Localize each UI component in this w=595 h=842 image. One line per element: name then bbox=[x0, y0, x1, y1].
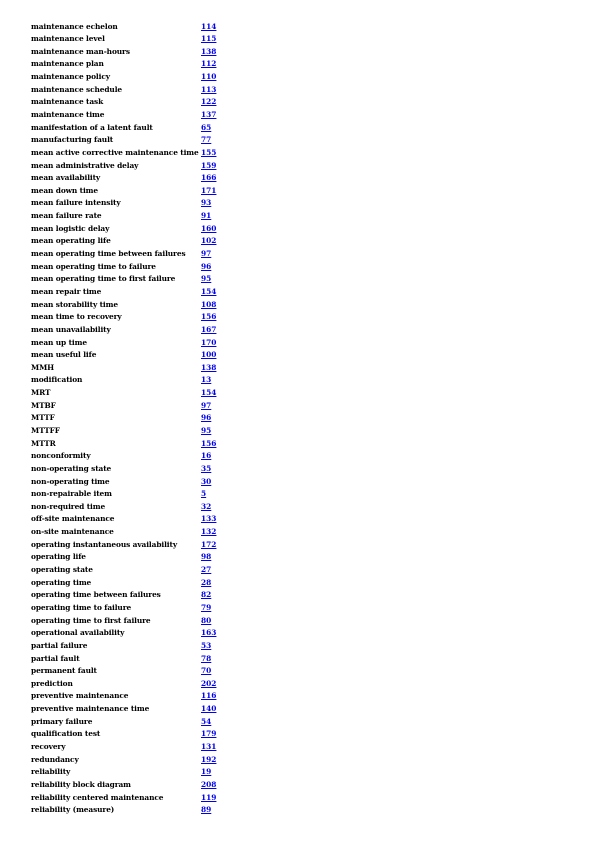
index-term: reliability block diagram bbox=[31, 779, 131, 789]
index-entry bbox=[31, 577, 231, 590]
index-term: maintenance man-hours bbox=[31, 46, 130, 56]
index-entry bbox=[31, 589, 231, 602]
index-term: MTTR bbox=[31, 438, 56, 448]
index-entry bbox=[31, 134, 231, 147]
page-number-link[interactable]: 16 bbox=[201, 451, 212, 461]
index-entry bbox=[31, 235, 231, 248]
page-number-link[interactable]: 5 bbox=[201, 489, 207, 499]
index-entry bbox=[31, 122, 231, 135]
index-term: non-operating state bbox=[31, 463, 112, 473]
index-entry bbox=[31, 71, 231, 84]
page-number-link[interactable]: 53 bbox=[201, 640, 212, 650]
page-number-link[interactable]: 192 bbox=[201, 754, 217, 764]
index-term: mean failure rate bbox=[31, 211, 102, 221]
page-number-link[interactable]: 95 bbox=[201, 274, 212, 284]
index-term: mean time to recovery bbox=[31, 312, 122, 322]
index-entry bbox=[31, 147, 231, 160]
page-number-link[interactable]: 140 bbox=[201, 704, 217, 714]
index-entry bbox=[31, 615, 231, 628]
page-number-link[interactable]: 13 bbox=[201, 375, 212, 385]
index-entry bbox=[31, 185, 231, 198]
page-number-link[interactable]: 133 bbox=[201, 514, 217, 524]
page-number-link[interactable]: 91 bbox=[201, 211, 212, 221]
index-term: preventive maintenance bbox=[31, 691, 129, 701]
index-entry bbox=[31, 109, 231, 122]
page-number-link[interactable]: 172 bbox=[201, 539, 217, 549]
index-entry bbox=[31, 273, 231, 286]
index-entry bbox=[31, 96, 231, 109]
index-entry bbox=[31, 716, 231, 729]
page-number-link[interactable]: 102 bbox=[201, 236, 217, 246]
page-number-link[interactable]: 82 bbox=[201, 590, 212, 600]
index-term: mean operating life bbox=[31, 236, 111, 246]
index-entry bbox=[31, 311, 231, 324]
page-number-link[interactable]: 89 bbox=[201, 805, 212, 815]
index-entry bbox=[31, 172, 231, 185]
index-term: primary failure bbox=[31, 716, 93, 726]
index-entry bbox=[31, 248, 231, 261]
index-term: manifestation of a latent fault bbox=[31, 122, 153, 132]
index-term: mean unavailability bbox=[31, 324, 111, 334]
page-number-link[interactable]: 137 bbox=[201, 109, 217, 119]
index-entry bbox=[31, 84, 231, 97]
index-term: operating time to first failure bbox=[31, 615, 151, 625]
index-entry bbox=[31, 690, 231, 703]
index-entry bbox=[31, 261, 231, 274]
index-term: preventive maintenance time bbox=[31, 704, 150, 714]
index-term: mean repair time bbox=[31, 286, 102, 296]
index-list bbox=[31, 21, 231, 817]
index-entry bbox=[31, 754, 231, 767]
index-entry bbox=[31, 21, 231, 34]
index-term: nonconformity bbox=[31, 451, 91, 461]
index-term: MMH bbox=[31, 362, 55, 372]
page-number-link[interactable]: 110 bbox=[201, 72, 217, 82]
index-entry bbox=[31, 197, 231, 210]
index-term: on-site maintenance bbox=[31, 527, 114, 537]
index-term: non-required time bbox=[31, 501, 106, 511]
index-entry bbox=[31, 299, 231, 312]
page-number-link[interactable]: 122 bbox=[201, 97, 217, 107]
index-entry bbox=[31, 387, 231, 400]
page-number-link[interactable]: 179 bbox=[201, 729, 217, 739]
index-entry bbox=[31, 513, 231, 526]
index-term: MTTFF bbox=[31, 426, 60, 435]
index-entry bbox=[31, 539, 231, 552]
index-term: maintenance level bbox=[31, 34, 105, 44]
index-entry bbox=[31, 438, 231, 451]
page-number-link[interactable]: 95 bbox=[201, 426, 212, 435]
index-entry bbox=[31, 564, 231, 577]
page-number-link[interactable]: 119 bbox=[201, 792, 217, 802]
index-term: reliability bbox=[31, 767, 71, 777]
page-number-link[interactable]: 77 bbox=[201, 135, 212, 145]
index-entry bbox=[31, 412, 231, 425]
index-entry bbox=[31, 46, 231, 59]
index-entry bbox=[31, 488, 231, 501]
index-term: operating life bbox=[31, 552, 86, 562]
page-number-link[interactable]: 108 bbox=[201, 299, 217, 309]
index-term: mean operating time to first failure bbox=[31, 274, 176, 284]
index-term: mean up time bbox=[31, 337, 87, 347]
index-entry bbox=[31, 286, 231, 299]
index-term: mean logistic delay bbox=[31, 223, 110, 233]
page-number-link[interactable]: 19 bbox=[201, 767, 212, 777]
index-term: mean operating time to failure bbox=[31, 261, 156, 271]
page-number-link[interactable]: 202 bbox=[201, 678, 217, 688]
index-entry bbox=[31, 362, 231, 375]
page-number-link[interactable]: 115 bbox=[201, 34, 217, 44]
page-number-link[interactable]: 114 bbox=[201, 21, 217, 31]
page-number-link[interactable]: 100 bbox=[201, 350, 217, 360]
index-term: qualification test bbox=[31, 729, 101, 739]
page-number-link[interactable]: 113 bbox=[201, 84, 217, 94]
page-number-link[interactable]: 160 bbox=[201, 223, 217, 233]
index-term: maintenance time bbox=[31, 109, 105, 119]
page-number-link[interactable]: 80 bbox=[201, 615, 212, 625]
index-entry bbox=[31, 779, 231, 792]
index-term: mean availability bbox=[31, 173, 101, 183]
index-entry bbox=[31, 210, 231, 223]
index-term: MTBF bbox=[31, 400, 56, 410]
index-term: partial failure bbox=[31, 640, 88, 650]
page-number-link[interactable]: 30 bbox=[201, 476, 212, 486]
page-number-link[interactable]: 159 bbox=[201, 160, 217, 170]
page-number-link[interactable]: 154 bbox=[201, 286, 217, 296]
page-number-link[interactable]: 70 bbox=[201, 666, 212, 676]
page-number-link[interactable]: 27 bbox=[201, 565, 212, 575]
index-entry bbox=[31, 703, 231, 716]
index-term: maintenance echelon bbox=[31, 21, 118, 31]
index-term: reliability centered maintenance bbox=[31, 792, 164, 802]
index-entry bbox=[31, 400, 231, 413]
index-entry bbox=[31, 463, 231, 476]
index-term: redundancy bbox=[31, 754, 79, 764]
index-entry bbox=[31, 526, 231, 539]
page-number-link[interactable]: 156 bbox=[201, 438, 217, 448]
index-entry bbox=[31, 476, 231, 489]
index-entry bbox=[31, 627, 231, 640]
page-number-link[interactable]: 65 bbox=[201, 122, 212, 132]
index-term: recovery bbox=[31, 742, 66, 752]
index-term: maintenance task bbox=[31, 97, 104, 107]
index-term: modification bbox=[31, 375, 83, 385]
index-entry bbox=[31, 678, 231, 691]
index-entry bbox=[31, 653, 231, 666]
index-term: mean useful life bbox=[31, 350, 97, 360]
index-term: mean down time bbox=[31, 185, 99, 195]
page-number-link[interactable]: 166 bbox=[201, 173, 217, 183]
index-term: prediction bbox=[31, 678, 73, 688]
index-entry bbox=[31, 551, 231, 564]
index-entry bbox=[31, 450, 231, 463]
page-number-link[interactable]: 98 bbox=[201, 552, 212, 562]
page-number-link[interactable]: 93 bbox=[201, 198, 212, 208]
index-term: reliability (measure) bbox=[31, 805, 115, 815]
index-term: mean storability time bbox=[31, 299, 118, 309]
index-entry bbox=[31, 602, 231, 615]
page-number-link[interactable]: 79 bbox=[201, 602, 212, 612]
index-term: maintenance schedule bbox=[31, 84, 123, 94]
index-term: operating state bbox=[31, 565, 93, 575]
page-number-link[interactable]: 131 bbox=[201, 742, 217, 752]
index-term: maintenance policy bbox=[31, 72, 110, 82]
page-number-link[interactable]: 96 bbox=[201, 413, 212, 423]
index-entry bbox=[31, 374, 231, 387]
page-number-link[interactable]: 32 bbox=[201, 501, 212, 511]
index-term: operational availability bbox=[31, 628, 125, 638]
page-number-link[interactable]: 54 bbox=[201, 716, 212, 726]
page-number-link[interactable]: 116 bbox=[201, 691, 217, 701]
index-entry bbox=[31, 33, 231, 46]
index-term: mean failure intensity bbox=[31, 198, 121, 208]
page-number-link[interactable]: 28 bbox=[201, 577, 212, 587]
index-term: operating time between failures bbox=[31, 590, 161, 600]
index-entry bbox=[31, 324, 231, 337]
index-term: manufacturing fault bbox=[31, 135, 114, 145]
index-entry bbox=[31, 728, 231, 741]
index-entry bbox=[31, 792, 231, 805]
index-entry bbox=[31, 160, 231, 173]
page-number-link[interactable]: 171 bbox=[201, 185, 217, 195]
page-number-link[interactable]: 138 bbox=[201, 362, 217, 372]
page-number-link[interactable]: 155 bbox=[201, 147, 217, 157]
index-entry bbox=[31, 766, 231, 779]
page-number-link[interactable]: 138 bbox=[201, 46, 217, 56]
index-entry bbox=[31, 223, 231, 236]
index-term: permanent fault bbox=[31, 666, 97, 676]
index-term: operating instantaneous availability bbox=[31, 539, 178, 549]
page-number-link[interactable]: 97 bbox=[201, 249, 212, 259]
index-term: non-operating time bbox=[31, 476, 110, 486]
index-entry bbox=[31, 337, 231, 350]
index-term: operating time to failure bbox=[31, 602, 132, 612]
page-number-link[interactable]: 97 bbox=[201, 400, 212, 410]
page-number-link[interactable]: 167 bbox=[201, 324, 217, 334]
index-term: mean operating time between failures bbox=[31, 249, 186, 259]
index-entry bbox=[31, 804, 231, 817]
page-number-link[interactable]: 132 bbox=[201, 527, 217, 537]
page-number-link[interactable]: 96 bbox=[201, 261, 212, 271]
index-entry bbox=[31, 741, 231, 754]
index-term: non-repairable item bbox=[31, 489, 112, 499]
index-entry bbox=[31, 640, 231, 653]
index-term: partial fault bbox=[31, 653, 80, 663]
index-term: mean administrative delay bbox=[31, 160, 139, 170]
index-entry bbox=[31, 349, 231, 362]
index-term: mean active corrective maintenance time bbox=[31, 147, 199, 157]
index-term: maintenance plan bbox=[31, 59, 104, 69]
page-number-link[interactable]: 156 bbox=[201, 312, 217, 322]
index-term: operating time bbox=[31, 577, 92, 587]
page-number-link[interactable]: 208 bbox=[201, 779, 217, 789]
index-entry bbox=[31, 425, 231, 438]
page-number-link[interactable]: 35 bbox=[201, 463, 212, 473]
index-term: MTTF bbox=[31, 413, 55, 423]
index-entry bbox=[31, 501, 231, 514]
index-entry bbox=[31, 58, 231, 71]
page-number-link[interactable]: 170 bbox=[201, 337, 217, 347]
page-number-link[interactable]: 154 bbox=[201, 388, 217, 398]
page-number-link[interactable]: 78 bbox=[201, 653, 212, 663]
index-term: off-site maintenance bbox=[31, 514, 115, 524]
index-term: MRT bbox=[31, 388, 51, 398]
page-number-link[interactable]: 112 bbox=[201, 59, 217, 69]
index-entry bbox=[31, 665, 231, 678]
page-number-link[interactable]: 163 bbox=[201, 628, 217, 638]
